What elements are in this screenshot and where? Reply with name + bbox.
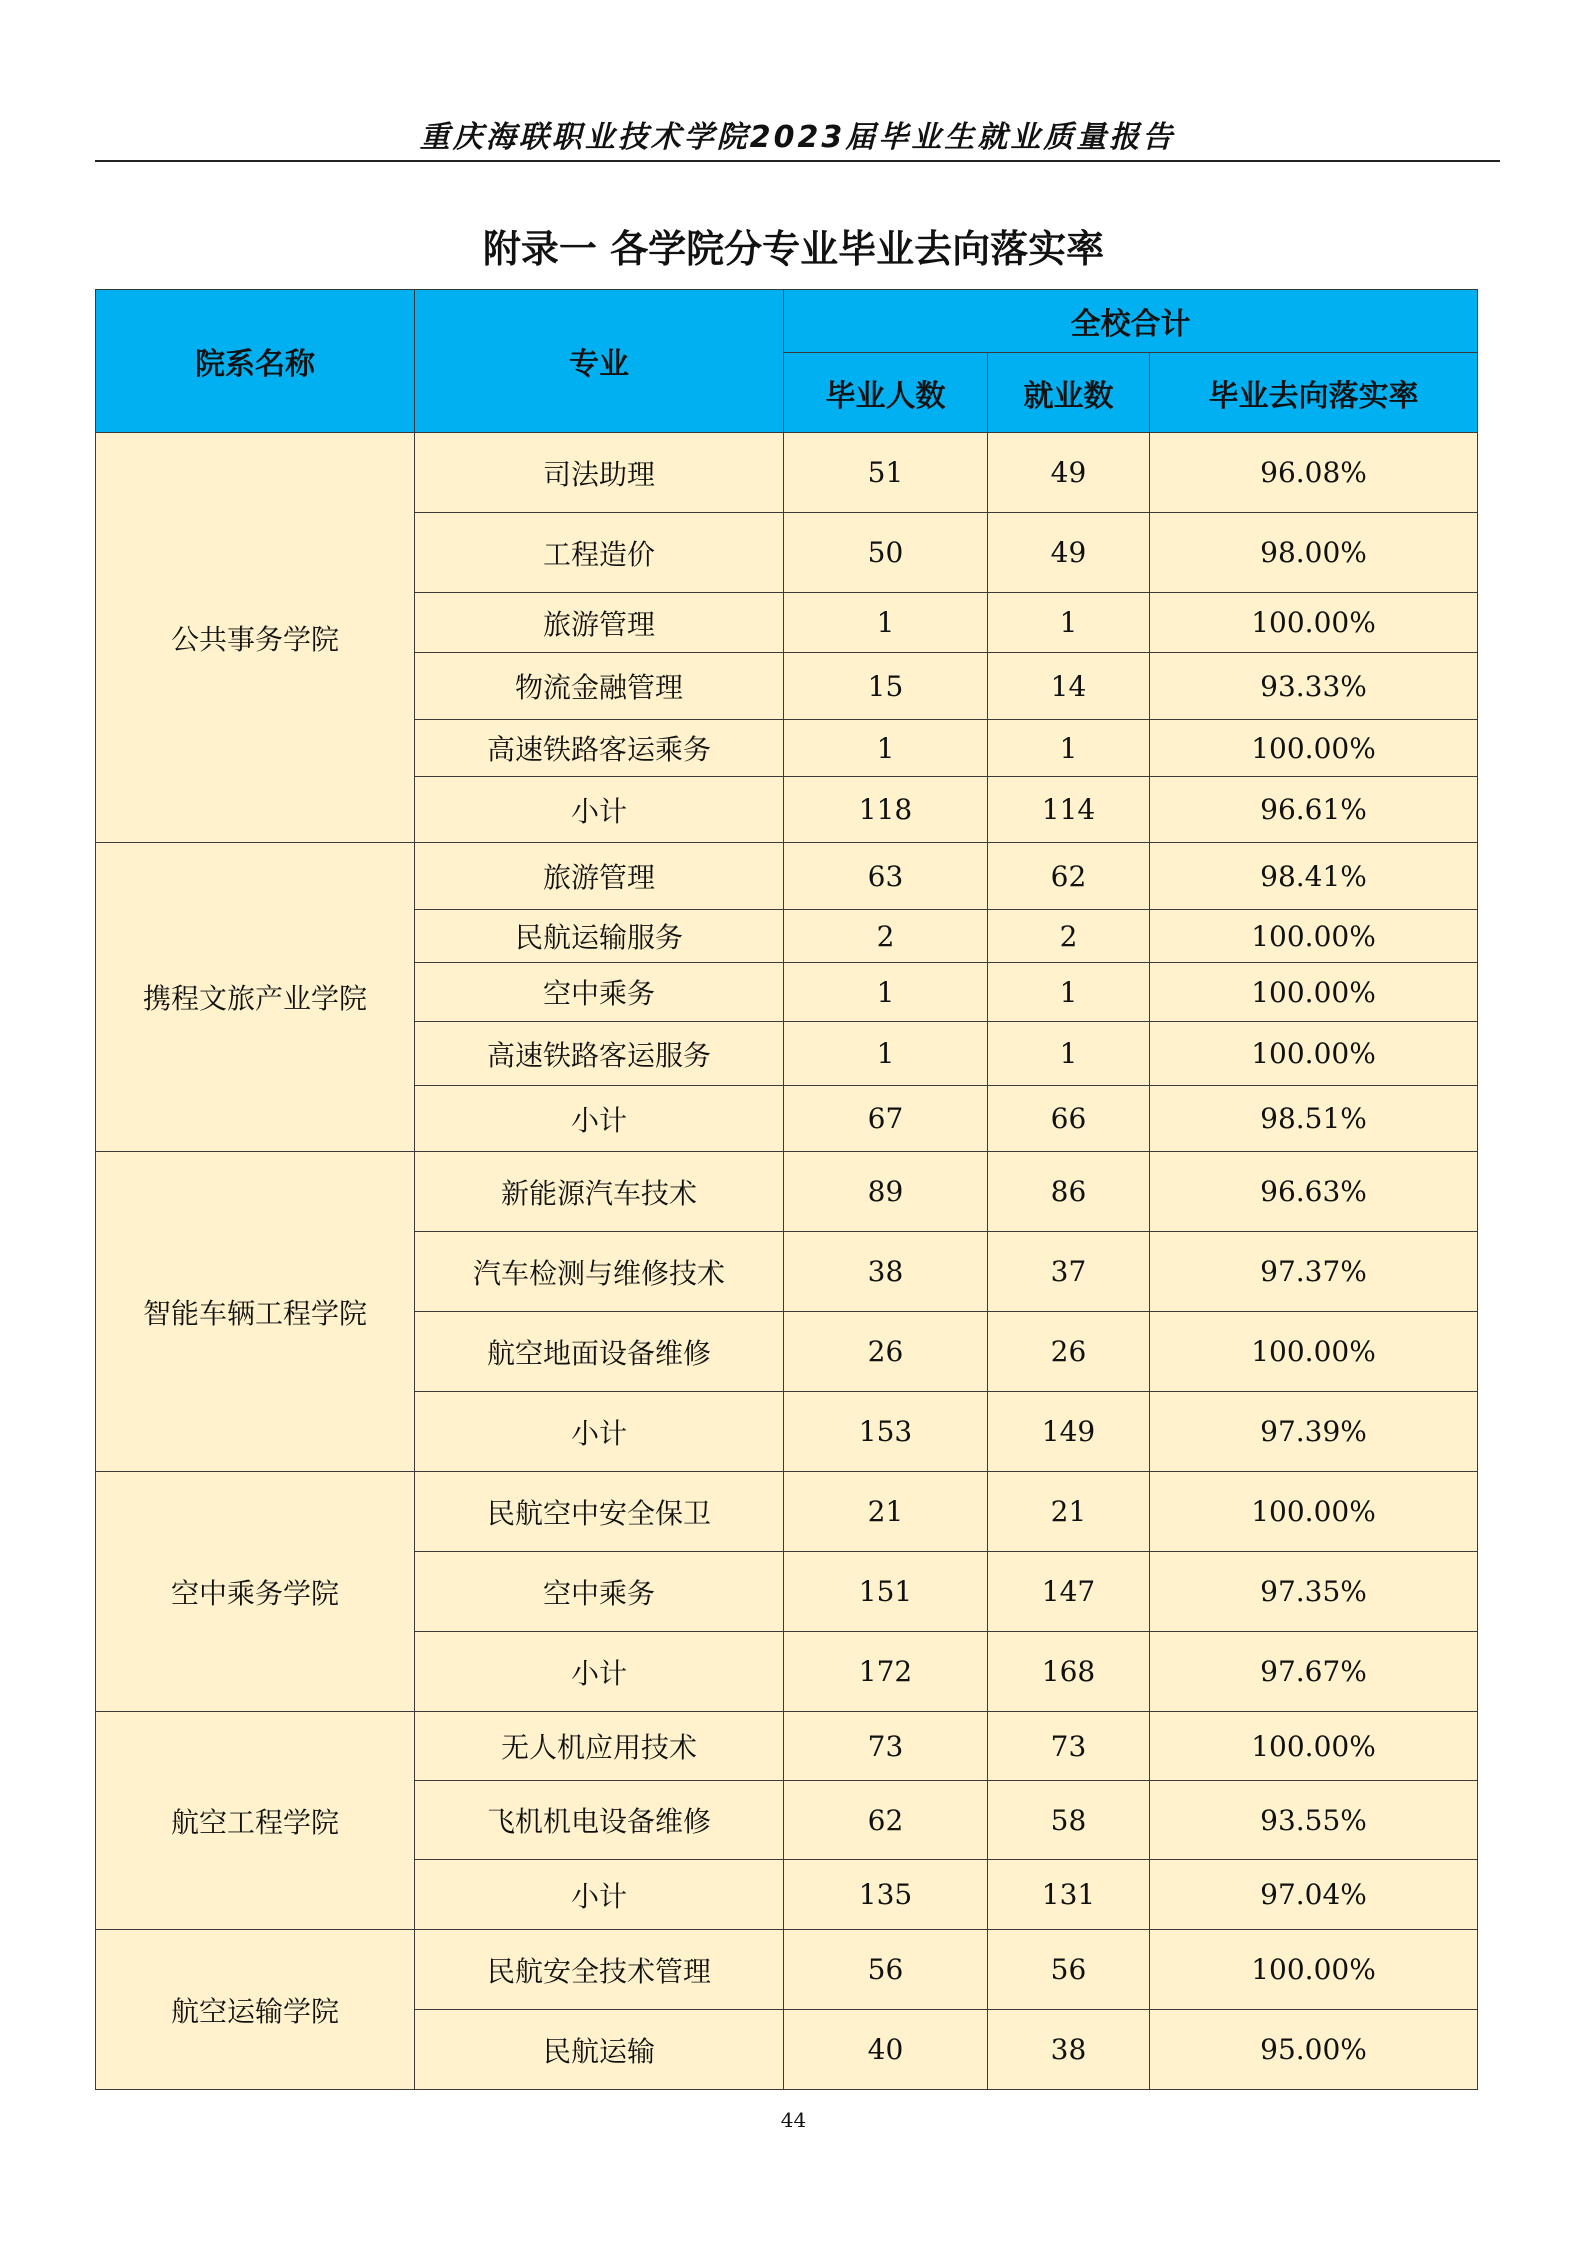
employed-cell: 131 xyxy=(988,1860,1150,1930)
major-cell: 小计 xyxy=(415,777,784,843)
employed-cell: 1 xyxy=(988,593,1150,653)
rate-cell: 100.00% xyxy=(1150,1312,1478,1392)
employed-cell: 38 xyxy=(988,2010,1150,2090)
employed-cell: 86 xyxy=(988,1152,1150,1232)
graduates-cell: 172 xyxy=(784,1632,988,1712)
major-cell: 无人机应用技术 xyxy=(415,1712,784,1781)
table-row xyxy=(96,1712,1478,1781)
table-row xyxy=(96,1472,1478,1552)
rate-cell: 96.61% xyxy=(1150,777,1478,843)
header-employed: 就业数 xyxy=(988,353,1150,433)
page-title: 附录一 各学院分专业毕业去向落实率 xyxy=(482,226,1105,271)
running-header: 重庆海联职业技术学院2023届毕业生就业质量报告 xyxy=(419,120,1176,155)
employed-cell: 1 xyxy=(988,963,1150,1022)
graduates-cell: 89 xyxy=(784,1152,988,1232)
rate-cell: 97.04% xyxy=(1150,1860,1478,1930)
college-cell: 航空工程学院 xyxy=(96,1712,415,1930)
employed-cell: 66 xyxy=(988,1086,1150,1152)
header-rate: 毕业去向落实率 xyxy=(1150,353,1478,433)
graduates-cell: 21 xyxy=(784,1472,988,1552)
rate-cell: 98.00% xyxy=(1150,513,1478,593)
rate-cell: 100.00% xyxy=(1150,910,1478,963)
graduates-cell: 73 xyxy=(784,1712,988,1781)
graduates-cell: 40 xyxy=(784,2010,988,2090)
employed-cell: 49 xyxy=(988,433,1150,513)
table-header xyxy=(96,290,1478,433)
graduates-cell: 118 xyxy=(784,777,988,843)
major-cell: 小计 xyxy=(415,1392,784,1472)
major-cell: 旅游管理 xyxy=(415,843,784,910)
employed-cell: 56 xyxy=(988,1930,1150,2010)
major-cell: 物流金融管理 xyxy=(415,653,784,720)
header-graduates: 毕业人数 xyxy=(784,353,988,433)
college-cell: 智能车辆工程学院 xyxy=(96,1152,415,1472)
rate-cell: 97.35% xyxy=(1150,1552,1478,1632)
major-cell: 新能源汽车技术 xyxy=(415,1152,784,1232)
major-cell: 高速铁路客运乘务 xyxy=(415,720,784,777)
major-cell: 民航运输 xyxy=(415,2010,784,2090)
graduates-cell: 15 xyxy=(784,653,988,720)
major-cell: 小计 xyxy=(415,1632,784,1712)
rate-cell: 95.00% xyxy=(1150,2010,1478,2090)
college-cell: 携程文旅产业学院 xyxy=(96,843,415,1152)
graduates-cell: 1 xyxy=(784,593,988,653)
college-cell: 航空运输学院 xyxy=(96,1930,415,2090)
employed-cell: 168 xyxy=(988,1632,1150,1712)
graduates-cell: 1 xyxy=(784,720,988,777)
employed-cell: 26 xyxy=(988,1312,1150,1392)
major-cell: 高速铁路客运服务 xyxy=(415,1022,784,1086)
graduates-cell: 51 xyxy=(784,433,988,513)
graduates-cell: 1 xyxy=(784,1022,988,1086)
page-number: 44 xyxy=(780,2108,807,2132)
major-cell: 飞机机电设备维修 xyxy=(415,1781,784,1860)
graduates-cell: 67 xyxy=(784,1086,988,1152)
table-row xyxy=(96,433,1478,513)
employed-cell: 114 xyxy=(988,777,1150,843)
major-cell: 民航运输服务 xyxy=(415,910,784,963)
employed-cell: 14 xyxy=(988,653,1150,720)
graduates-cell: 2 xyxy=(784,910,988,963)
rate-cell: 98.41% xyxy=(1150,843,1478,910)
rate-cell: 96.63% xyxy=(1150,1152,1478,1232)
major-cell: 工程造价 xyxy=(415,513,784,593)
employment-rate-table xyxy=(95,289,1478,2090)
rate-cell: 100.00% xyxy=(1150,1472,1478,1552)
rate-cell: 98.51% xyxy=(1150,1086,1478,1152)
employed-cell: 147 xyxy=(988,1552,1150,1632)
employed-cell: 37 xyxy=(988,1232,1150,1312)
table-body xyxy=(96,433,1478,2090)
major-cell: 小计 xyxy=(415,1860,784,1930)
rate-cell: 97.39% xyxy=(1150,1392,1478,1472)
rate-cell: 97.37% xyxy=(1150,1232,1478,1312)
major-cell: 空中乘务 xyxy=(415,963,784,1022)
employed-cell: 2 xyxy=(988,910,1150,963)
employed-cell: 21 xyxy=(988,1472,1150,1552)
college-cell: 公共事务学院 xyxy=(96,433,415,843)
rate-cell: 100.00% xyxy=(1150,720,1478,777)
header-rule xyxy=(95,160,1500,162)
graduates-cell: 151 xyxy=(784,1552,988,1632)
header-group-total: 全校合计 xyxy=(784,290,1478,353)
major-cell: 民航安全技术管理 xyxy=(415,1930,784,2010)
employed-cell: 62 xyxy=(988,843,1150,910)
graduates-cell: 38 xyxy=(784,1232,988,1312)
major-cell: 司法助理 xyxy=(415,433,784,513)
graduates-cell: 62 xyxy=(784,1781,988,1860)
rate-cell: 96.08% xyxy=(1150,433,1478,513)
rate-cell: 97.67% xyxy=(1150,1632,1478,1712)
table-row xyxy=(96,1930,1478,2010)
header-college: 院系名称 xyxy=(96,290,415,433)
graduates-cell: 26 xyxy=(784,1312,988,1392)
employed-cell: 58 xyxy=(988,1781,1150,1860)
rate-cell: 93.55% xyxy=(1150,1781,1478,1860)
rate-cell: 100.00% xyxy=(1150,1022,1478,1086)
employed-cell: 73 xyxy=(988,1712,1150,1781)
rate-cell: 100.00% xyxy=(1150,593,1478,653)
rate-cell: 100.00% xyxy=(1150,963,1478,1022)
graduates-cell: 50 xyxy=(784,513,988,593)
table-row xyxy=(96,1152,1478,1232)
major-cell: 汽车检测与维修技术 xyxy=(415,1232,784,1312)
graduates-cell: 153 xyxy=(784,1392,988,1472)
major-cell: 民航空中安全保卫 xyxy=(415,1472,784,1552)
graduates-cell: 56 xyxy=(784,1930,988,2010)
employed-cell: 1 xyxy=(988,720,1150,777)
graduates-cell: 1 xyxy=(784,963,988,1022)
major-cell: 小计 xyxy=(415,1086,784,1152)
major-cell: 空中乘务 xyxy=(415,1552,784,1632)
employed-cell: 49 xyxy=(988,513,1150,593)
rate-cell: 100.00% xyxy=(1150,1930,1478,2010)
major-cell: 航空地面设备维修 xyxy=(415,1312,784,1392)
rate-cell: 100.00% xyxy=(1150,1712,1478,1781)
major-cell: 旅游管理 xyxy=(415,593,784,653)
graduates-cell: 63 xyxy=(784,843,988,910)
graduates-cell: 135 xyxy=(784,1860,988,1930)
employed-cell: 149 xyxy=(988,1392,1150,1472)
header-major: 专业 xyxy=(415,290,784,433)
table-row xyxy=(96,843,1478,910)
employed-cell: 1 xyxy=(988,1022,1150,1086)
rate-cell: 93.33% xyxy=(1150,653,1478,720)
college-cell: 空中乘务学院 xyxy=(96,1472,415,1712)
